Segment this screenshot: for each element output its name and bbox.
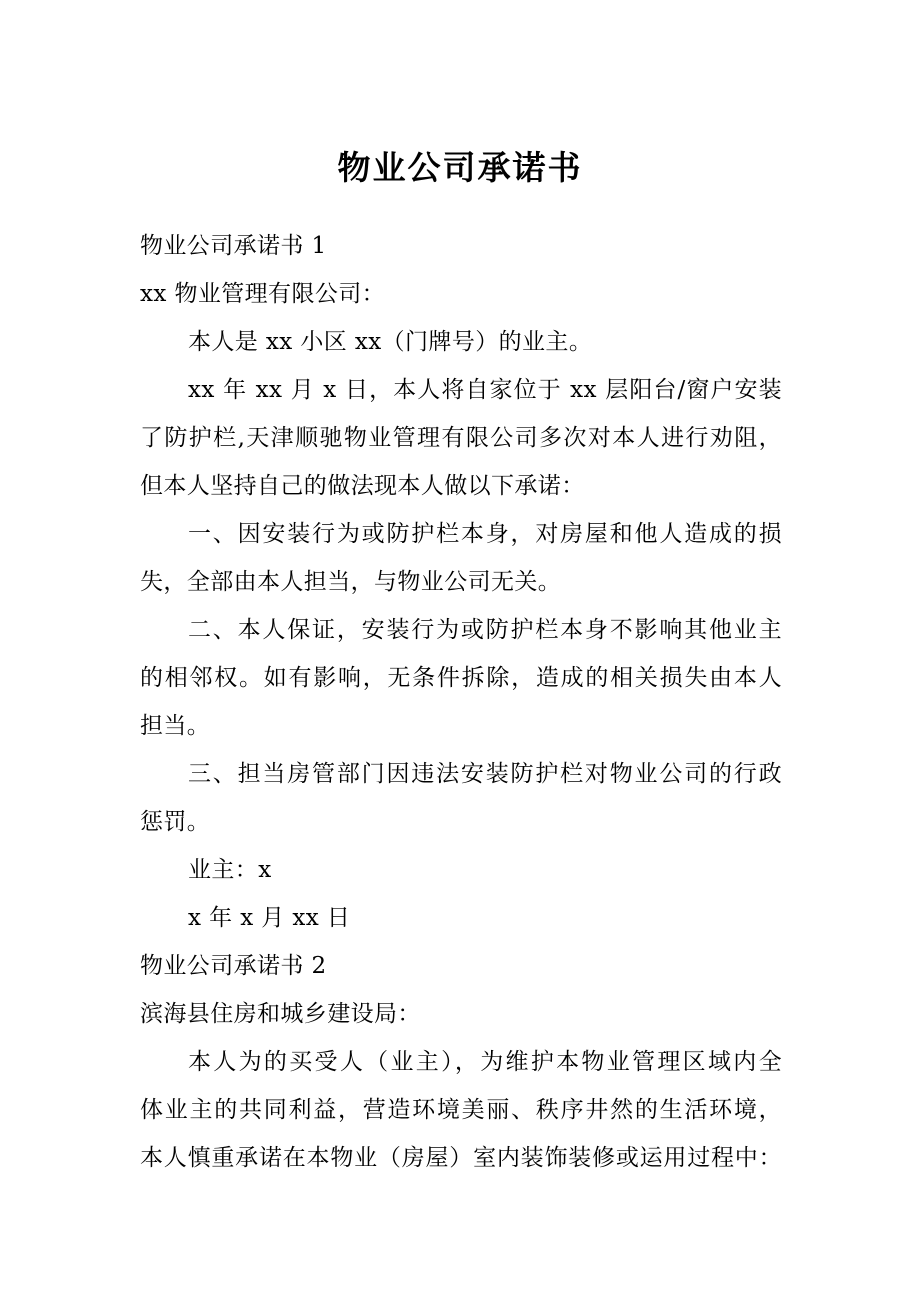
section-heading-1: 物业公司承诺书 1	[140, 233, 327, 259]
paragraph-line: 但本人坚持自己的做法现本人做以下承诺：	[140, 473, 585, 499]
signature-owner: 业主：x	[188, 857, 272, 883]
salutation-1: xx 物业管理有限公司：	[140, 281, 386, 307]
document-body	[140, 222, 782, 1182]
paragraph-line: 体业主的共同利益，营造环境美丽、秩序井然的生活环境，	[140, 1097, 782, 1123]
paragraph-line: 担当。	[140, 713, 211, 739]
paragraph-line: 三、担当房管部门因违法安装防护栏对物业公司的行政	[188, 761, 782, 787]
paragraph-line: 了防护栏,天津顺驰物业管理有限公司多次对本人进行劝阻，	[140, 425, 782, 451]
paragraph-line: 惩罚。	[140, 809, 211, 835]
document-title: 物业公司承诺书	[337, 148, 583, 187]
section-heading-2: 物业公司承诺书 2	[140, 953, 327, 979]
paragraph-line: 二、本人保证，安装行为或防护栏本身不影响其他业主	[188, 617, 782, 643]
signature-date: x 年 x 月 xx 日	[188, 905, 351, 931]
paragraph-line: 本人为的买受人（业主），为维护本物业管理区域内全	[188, 1049, 782, 1075]
paragraph-line: 一、因安装行为或防护栏本身，对房屋和他人造成的损	[188, 521, 782, 547]
salutation-2: 滨海县住房和城乡建设局：	[140, 1001, 421, 1027]
paragraph-line: xx 年 xx 月 x 日，本人将自家位于 xx 层阳台/窗户安装	[188, 377, 782, 403]
paragraph-line: 本人是 xx 小区 xx（门牌号）的业主。	[188, 329, 593, 355]
paragraph-line: 本人慎重承诺在本物业（房屋）室内装饰装修或运用过程中：	[140, 1145, 782, 1171]
paragraph-line: 失，全部由本人担当，与物业公司无关。	[140, 569, 562, 595]
paragraph-line: 的相邻权。如有影响，无条件拆除，造成的相关损失由本人	[140, 665, 782, 691]
